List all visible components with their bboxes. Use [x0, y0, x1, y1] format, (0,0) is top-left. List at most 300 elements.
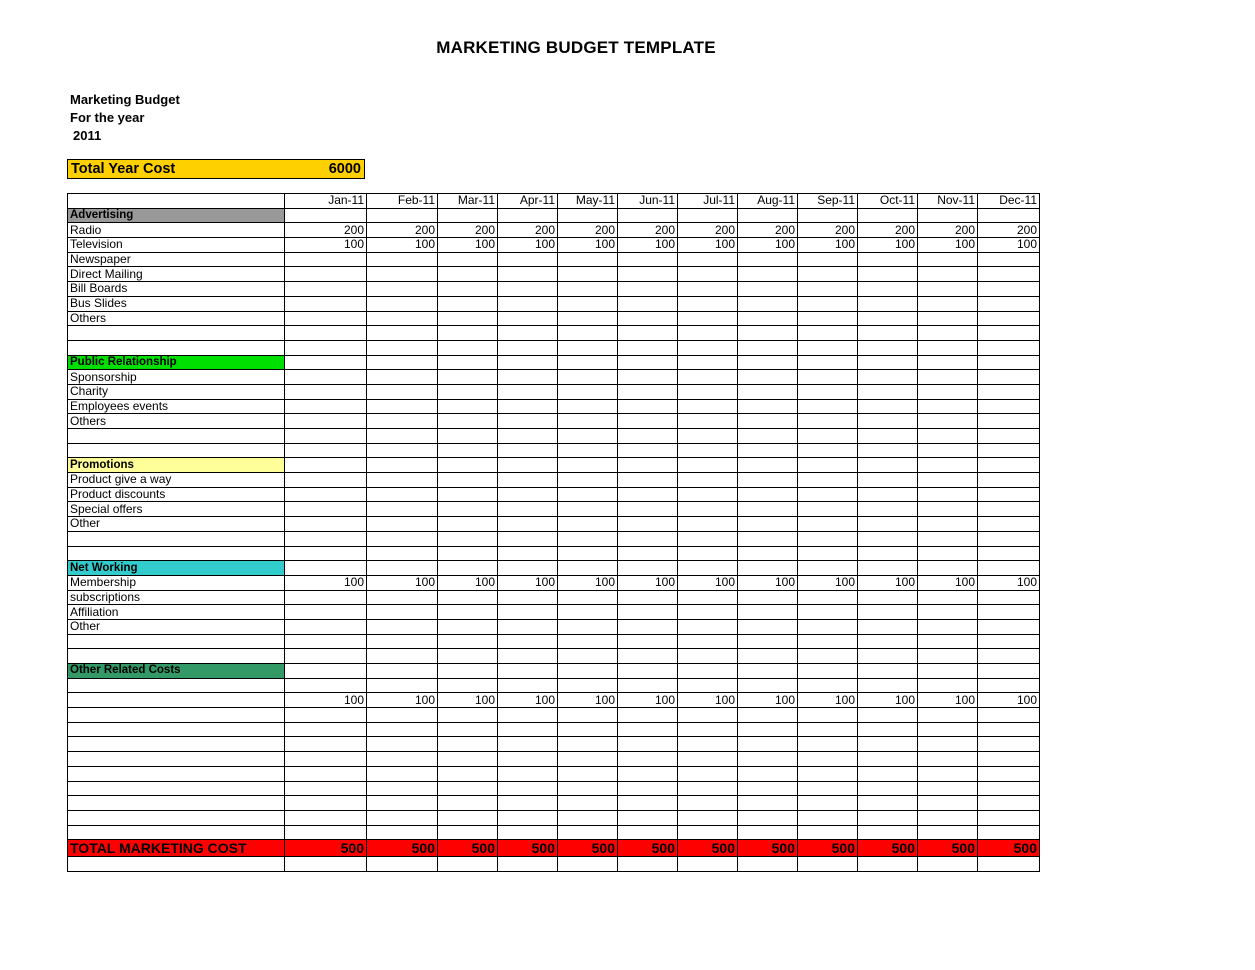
value-cell[interactable]: [798, 810, 858, 825]
value-cell[interactable]: [498, 561, 558, 576]
value-cell[interactable]: [558, 517, 618, 532]
row-label[interactable]: [68, 531, 285, 546]
value-cell[interactable]: [978, 796, 1040, 811]
value-cell[interactable]: [678, 531, 738, 546]
value-cell[interactable]: [498, 531, 558, 546]
value-cell[interactable]: [738, 678, 798, 693]
value-cell[interactable]: [678, 561, 738, 576]
value-cell[interactable]: [738, 825, 798, 840]
value-cell[interactable]: [618, 781, 678, 796]
value-cell[interactable]: [918, 429, 978, 444]
value-cell[interactable]: [438, 590, 498, 605]
value-cell[interactable]: [438, 708, 498, 723]
value-cell[interactable]: [285, 296, 367, 311]
value-cell[interactable]: [978, 752, 1040, 767]
value-cell[interactable]: [678, 443, 738, 458]
value-cell[interactable]: [618, 531, 678, 546]
value-cell[interactable]: [498, 384, 558, 399]
value-cell[interactable]: 500: [678, 840, 738, 857]
value-cell[interactable]: [498, 473, 558, 488]
value-cell[interactable]: [618, 399, 678, 414]
value-cell[interactable]: [498, 796, 558, 811]
total-label[interactable]: TOTAL MARKETING COST: [68, 840, 285, 857]
value-cell[interactable]: [978, 296, 1040, 311]
value-cell[interactable]: [678, 752, 738, 767]
value-cell[interactable]: [858, 429, 918, 444]
value-cell[interactable]: [798, 737, 858, 752]
value-cell[interactable]: [438, 825, 498, 840]
value-cell[interactable]: [285, 531, 367, 546]
category-header[interactable]: Promotions: [68, 458, 285, 473]
value-cell[interactable]: [498, 590, 558, 605]
row-label[interactable]: Newspaper: [68, 252, 285, 267]
value-cell[interactable]: [738, 355, 798, 370]
value-cell[interactable]: [285, 282, 367, 297]
value-cell[interactable]: [285, 384, 367, 399]
value-cell[interactable]: [738, 737, 798, 752]
value-cell[interactable]: [978, 267, 1040, 282]
value-cell[interactable]: 200: [367, 223, 438, 238]
row-label[interactable]: Radio: [68, 223, 285, 238]
value-cell[interactable]: [978, 282, 1040, 297]
value-cell[interactable]: [738, 311, 798, 326]
value-cell[interactable]: [558, 384, 618, 399]
value-cell[interactable]: [918, 678, 978, 693]
value-cell[interactable]: 100: [918, 575, 978, 590]
row-label[interactable]: [68, 781, 285, 796]
value-cell[interactable]: [858, 252, 918, 267]
value-cell[interactable]: 200: [438, 223, 498, 238]
value-cell[interactable]: 500: [978, 840, 1040, 857]
value-cell[interactable]: [738, 267, 798, 282]
value-cell[interactable]: [558, 619, 618, 634]
value-cell[interactable]: [738, 502, 798, 517]
value-cell[interactable]: 500: [738, 840, 798, 857]
value-cell[interactable]: [285, 634, 367, 649]
value-cell[interactable]: 100: [618, 575, 678, 590]
value-cell[interactable]: 100: [285, 693, 367, 708]
value-cell[interactable]: [798, 502, 858, 517]
value-cell[interactable]: [738, 340, 798, 355]
value-cell[interactable]: [798, 546, 858, 561]
value-cell[interactable]: [678, 502, 738, 517]
value-cell[interactable]: [558, 282, 618, 297]
value-cell[interactable]: [558, 796, 618, 811]
value-cell[interactable]: [618, 649, 678, 664]
value-cell[interactable]: 100: [918, 693, 978, 708]
row-label[interactable]: [68, 825, 285, 840]
value-cell[interactable]: [738, 810, 798, 825]
value-cell[interactable]: [498, 781, 558, 796]
value-cell[interactable]: [978, 443, 1040, 458]
value-cell[interactable]: [798, 208, 858, 223]
value-cell[interactable]: [498, 296, 558, 311]
value-cell[interactable]: [678, 414, 738, 429]
value-cell[interactable]: [558, 340, 618, 355]
value-cell[interactable]: [798, 340, 858, 355]
value-cell[interactable]: [558, 267, 618, 282]
value-cell[interactable]: [367, 517, 438, 532]
value-cell[interactable]: [918, 546, 978, 561]
value-cell[interactable]: [978, 561, 1040, 576]
value-cell[interactable]: [285, 619, 367, 634]
value-cell[interactable]: [678, 619, 738, 634]
row-label[interactable]: Product discounts: [68, 487, 285, 502]
value-cell[interactable]: [738, 649, 798, 664]
value-cell[interactable]: [798, 796, 858, 811]
value-cell[interactable]: 200: [798, 223, 858, 238]
value-cell[interactable]: [618, 737, 678, 752]
value-cell[interactable]: [738, 634, 798, 649]
value-cell[interactable]: [618, 752, 678, 767]
value-cell[interactable]: [285, 326, 367, 341]
value-cell[interactable]: [558, 766, 618, 781]
value-cell[interactable]: [858, 384, 918, 399]
value-cell[interactable]: [558, 561, 618, 576]
value-cell[interactable]: [918, 311, 978, 326]
value-cell[interactable]: [678, 590, 738, 605]
value-cell[interactable]: [978, 619, 1040, 634]
value-cell[interactable]: [858, 605, 918, 620]
value-cell[interactable]: [618, 517, 678, 532]
value-cell[interactable]: 500: [858, 840, 918, 857]
value-cell[interactable]: [367, 766, 438, 781]
value-cell[interactable]: [367, 487, 438, 502]
row-label[interactable]: [68, 546, 285, 561]
value-cell[interactable]: 100: [798, 238, 858, 253]
value-cell[interactable]: [678, 340, 738, 355]
value-cell[interactable]: [918, 267, 978, 282]
value-cell[interactable]: [558, 414, 618, 429]
value-cell[interactable]: [678, 810, 738, 825]
value-cell[interactable]: [285, 414, 367, 429]
value-cell[interactable]: [858, 399, 918, 414]
value-cell[interactable]: [978, 208, 1040, 223]
value-cell[interactable]: [918, 370, 978, 385]
value-cell[interactable]: [498, 311, 558, 326]
value-cell[interactable]: [918, 752, 978, 767]
value-cell[interactable]: [798, 664, 858, 679]
value-cell[interactable]: 100: [498, 575, 558, 590]
value-cell[interactable]: [438, 414, 498, 429]
value-cell[interactable]: [367, 429, 438, 444]
value-cell[interactable]: [367, 252, 438, 267]
value-cell[interactable]: [678, 737, 738, 752]
value-cell[interactable]: [285, 810, 367, 825]
value-cell[interactable]: [367, 208, 438, 223]
value-cell[interactable]: [678, 311, 738, 326]
value-cell[interactable]: [978, 590, 1040, 605]
value-cell[interactable]: [285, 649, 367, 664]
value-cell[interactable]: [618, 664, 678, 679]
value-cell[interactable]: [738, 414, 798, 429]
value-cell[interactable]: [438, 267, 498, 282]
value-cell[interactable]: [285, 340, 367, 355]
value-cell[interactable]: [558, 664, 618, 679]
value-cell[interactable]: [858, 443, 918, 458]
value-cell[interactable]: [618, 267, 678, 282]
value-cell[interactable]: 100: [618, 238, 678, 253]
value-cell[interactable]: [678, 267, 738, 282]
value-cell[interactable]: [558, 502, 618, 517]
value-cell[interactable]: [367, 384, 438, 399]
value-cell[interactable]: [367, 414, 438, 429]
value-cell[interactable]: [285, 370, 367, 385]
value-cell[interactable]: [367, 825, 438, 840]
value-cell[interactable]: [978, 531, 1040, 546]
value-cell[interactable]: [738, 296, 798, 311]
value-cell[interactable]: [738, 664, 798, 679]
value-cell[interactable]: 100: [618, 693, 678, 708]
value-cell[interactable]: 200: [678, 223, 738, 238]
value-cell[interactable]: [798, 766, 858, 781]
value-cell[interactable]: [618, 473, 678, 488]
value-cell[interactable]: [438, 208, 498, 223]
row-label[interactable]: [68, 340, 285, 355]
value-cell[interactable]: [367, 737, 438, 752]
value-cell[interactable]: [798, 443, 858, 458]
value-cell[interactable]: 500: [618, 840, 678, 857]
value-cell[interactable]: [558, 605, 618, 620]
value-cell[interactable]: [918, 708, 978, 723]
value-cell[interactable]: [285, 473, 367, 488]
value-cell[interactable]: [798, 370, 858, 385]
row-label[interactable]: [68, 796, 285, 811]
value-cell[interactable]: [858, 737, 918, 752]
value-cell[interactable]: [918, 473, 978, 488]
value-cell[interactable]: [438, 487, 498, 502]
value-cell[interactable]: [285, 590, 367, 605]
value-cell[interactable]: [498, 605, 558, 620]
row-label[interactable]: Special offers: [68, 502, 285, 517]
value-cell[interactable]: [367, 605, 438, 620]
value-cell[interactable]: [438, 282, 498, 297]
value-cell[interactable]: [438, 664, 498, 679]
value-cell[interactable]: [858, 267, 918, 282]
value-cell[interactable]: 100: [678, 575, 738, 590]
value-cell[interactable]: [498, 208, 558, 223]
value-cell[interactable]: [367, 678, 438, 693]
value-cell[interactable]: [285, 722, 367, 737]
value-cell[interactable]: [438, 722, 498, 737]
value-cell[interactable]: 100: [438, 693, 498, 708]
value-cell[interactable]: [678, 708, 738, 723]
value-cell[interactable]: [367, 561, 438, 576]
value-cell[interactable]: [438, 781, 498, 796]
value-cell[interactable]: [738, 384, 798, 399]
value-cell[interactable]: 200: [285, 223, 367, 238]
value-cell[interactable]: [285, 678, 367, 693]
value-cell[interactable]: [918, 722, 978, 737]
value-cell[interactable]: [858, 590, 918, 605]
value-cell[interactable]: [438, 810, 498, 825]
value-cell[interactable]: [618, 619, 678, 634]
value-cell[interactable]: [798, 487, 858, 502]
value-cell[interactable]: [798, 517, 858, 532]
value-cell[interactable]: [438, 796, 498, 811]
value-cell[interactable]: [558, 634, 618, 649]
value-cell[interactable]: [978, 517, 1040, 532]
value-cell[interactable]: [678, 487, 738, 502]
value-cell[interactable]: [738, 473, 798, 488]
row-label[interactable]: [68, 810, 285, 825]
value-cell[interactable]: [618, 252, 678, 267]
value-cell[interactable]: [498, 810, 558, 825]
value-cell[interactable]: 500: [798, 840, 858, 857]
row-label[interactable]: Bus Slides: [68, 296, 285, 311]
value-cell[interactable]: 100: [858, 693, 918, 708]
value-cell[interactable]: [285, 267, 367, 282]
value-cell[interactable]: [798, 458, 858, 473]
value-cell[interactable]: [738, 326, 798, 341]
value-cell[interactable]: 100: [285, 575, 367, 590]
row-label[interactable]: [68, 857, 285, 872]
value-cell[interactable]: [918, 857, 978, 872]
value-cell[interactable]: [858, 825, 918, 840]
value-cell[interactable]: [618, 326, 678, 341]
value-cell[interactable]: [438, 311, 498, 326]
value-cell[interactable]: [498, 708, 558, 723]
value-cell[interactable]: [738, 546, 798, 561]
value-cell[interactable]: [738, 531, 798, 546]
value-cell[interactable]: [978, 605, 1040, 620]
value-cell[interactable]: [498, 825, 558, 840]
value-cell[interactable]: [798, 473, 858, 488]
value-cell[interactable]: [678, 473, 738, 488]
value-cell[interactable]: [498, 752, 558, 767]
value-cell[interactable]: [738, 487, 798, 502]
value-cell[interactable]: [618, 825, 678, 840]
value-cell[interactable]: [367, 340, 438, 355]
value-cell[interactable]: [618, 296, 678, 311]
value-cell[interactable]: [498, 649, 558, 664]
value-cell[interactable]: [918, 590, 978, 605]
value-cell[interactable]: 100: [978, 693, 1040, 708]
value-cell[interactable]: [285, 252, 367, 267]
value-cell[interactable]: [918, 355, 978, 370]
value-cell[interactable]: [678, 678, 738, 693]
value-cell[interactable]: [438, 634, 498, 649]
value-cell[interactable]: [285, 561, 367, 576]
value-cell[interactable]: [618, 502, 678, 517]
value-cell[interactable]: [285, 825, 367, 840]
value-cell[interactable]: [438, 619, 498, 634]
value-cell[interactable]: [438, 766, 498, 781]
value-cell[interactable]: [498, 546, 558, 561]
row-label[interactable]: [68, 693, 285, 708]
value-cell[interactable]: [678, 605, 738, 620]
row-label[interactable]: Others: [68, 311, 285, 326]
value-cell[interactable]: [858, 766, 918, 781]
value-cell[interactable]: [438, 502, 498, 517]
value-cell[interactable]: [367, 443, 438, 458]
value-cell[interactable]: [367, 399, 438, 414]
value-cell[interactable]: [798, 296, 858, 311]
value-cell[interactable]: [618, 458, 678, 473]
value-cell[interactable]: [618, 384, 678, 399]
row-label[interactable]: subscriptions: [68, 590, 285, 605]
value-cell[interactable]: [498, 370, 558, 385]
value-cell[interactable]: 100: [367, 238, 438, 253]
row-label[interactable]: [68, 722, 285, 737]
value-cell[interactable]: [367, 664, 438, 679]
value-cell[interactable]: [367, 752, 438, 767]
value-cell[interactable]: [798, 678, 858, 693]
value-cell[interactable]: [285, 311, 367, 326]
value-cell[interactable]: [367, 796, 438, 811]
value-cell[interactable]: [678, 546, 738, 561]
value-cell[interactable]: [678, 825, 738, 840]
value-cell[interactable]: [918, 531, 978, 546]
value-cell[interactable]: [498, 458, 558, 473]
value-cell[interactable]: [858, 722, 918, 737]
value-cell[interactable]: [558, 678, 618, 693]
value-cell[interactable]: [367, 296, 438, 311]
value-cell[interactable]: [367, 458, 438, 473]
value-cell[interactable]: [858, 208, 918, 223]
value-cell[interactable]: [618, 561, 678, 576]
value-cell[interactable]: [558, 208, 618, 223]
value-cell[interactable]: [978, 664, 1040, 679]
value-cell[interactable]: [678, 857, 738, 872]
value-cell[interactable]: [738, 857, 798, 872]
value-cell[interactable]: [798, 634, 858, 649]
value-cell[interactable]: [438, 429, 498, 444]
value-cell[interactable]: [438, 399, 498, 414]
value-cell[interactable]: [498, 502, 558, 517]
value-cell[interactable]: [678, 781, 738, 796]
value-cell[interactable]: 100: [438, 575, 498, 590]
value-cell[interactable]: [438, 370, 498, 385]
value-cell[interactable]: [918, 208, 978, 223]
value-cell[interactable]: 100: [285, 238, 367, 253]
value-cell[interactable]: [618, 208, 678, 223]
value-cell[interactable]: [978, 678, 1040, 693]
value-cell[interactable]: [367, 634, 438, 649]
value-cell[interactable]: [678, 355, 738, 370]
value-cell[interactable]: [558, 443, 618, 458]
value-cell[interactable]: [678, 296, 738, 311]
value-cell[interactable]: [285, 766, 367, 781]
value-cell[interactable]: [558, 487, 618, 502]
value-cell[interactable]: [978, 781, 1040, 796]
value-cell[interactable]: [618, 857, 678, 872]
value-cell[interactable]: [678, 517, 738, 532]
value-cell[interactable]: [498, 722, 558, 737]
value-cell[interactable]: 200: [978, 223, 1040, 238]
value-cell[interactable]: [798, 531, 858, 546]
row-label[interactable]: [68, 708, 285, 723]
value-cell[interactable]: [438, 531, 498, 546]
value-cell[interactable]: [978, 399, 1040, 414]
value-cell[interactable]: [498, 340, 558, 355]
value-cell[interactable]: [738, 208, 798, 223]
value-cell[interactable]: [678, 208, 738, 223]
value-cell[interactable]: [367, 267, 438, 282]
value-cell[interactable]: [978, 708, 1040, 723]
value-cell[interactable]: [978, 487, 1040, 502]
value-cell[interactable]: [367, 355, 438, 370]
value-cell[interactable]: [738, 619, 798, 634]
value-cell[interactable]: [618, 443, 678, 458]
value-cell[interactable]: 500: [558, 840, 618, 857]
row-label[interactable]: Television: [68, 238, 285, 253]
value-cell[interactable]: 200: [498, 223, 558, 238]
value-cell[interactable]: [918, 649, 978, 664]
value-cell[interactable]: [798, 267, 858, 282]
value-cell[interactable]: [618, 429, 678, 444]
value-cell[interactable]: [918, 825, 978, 840]
